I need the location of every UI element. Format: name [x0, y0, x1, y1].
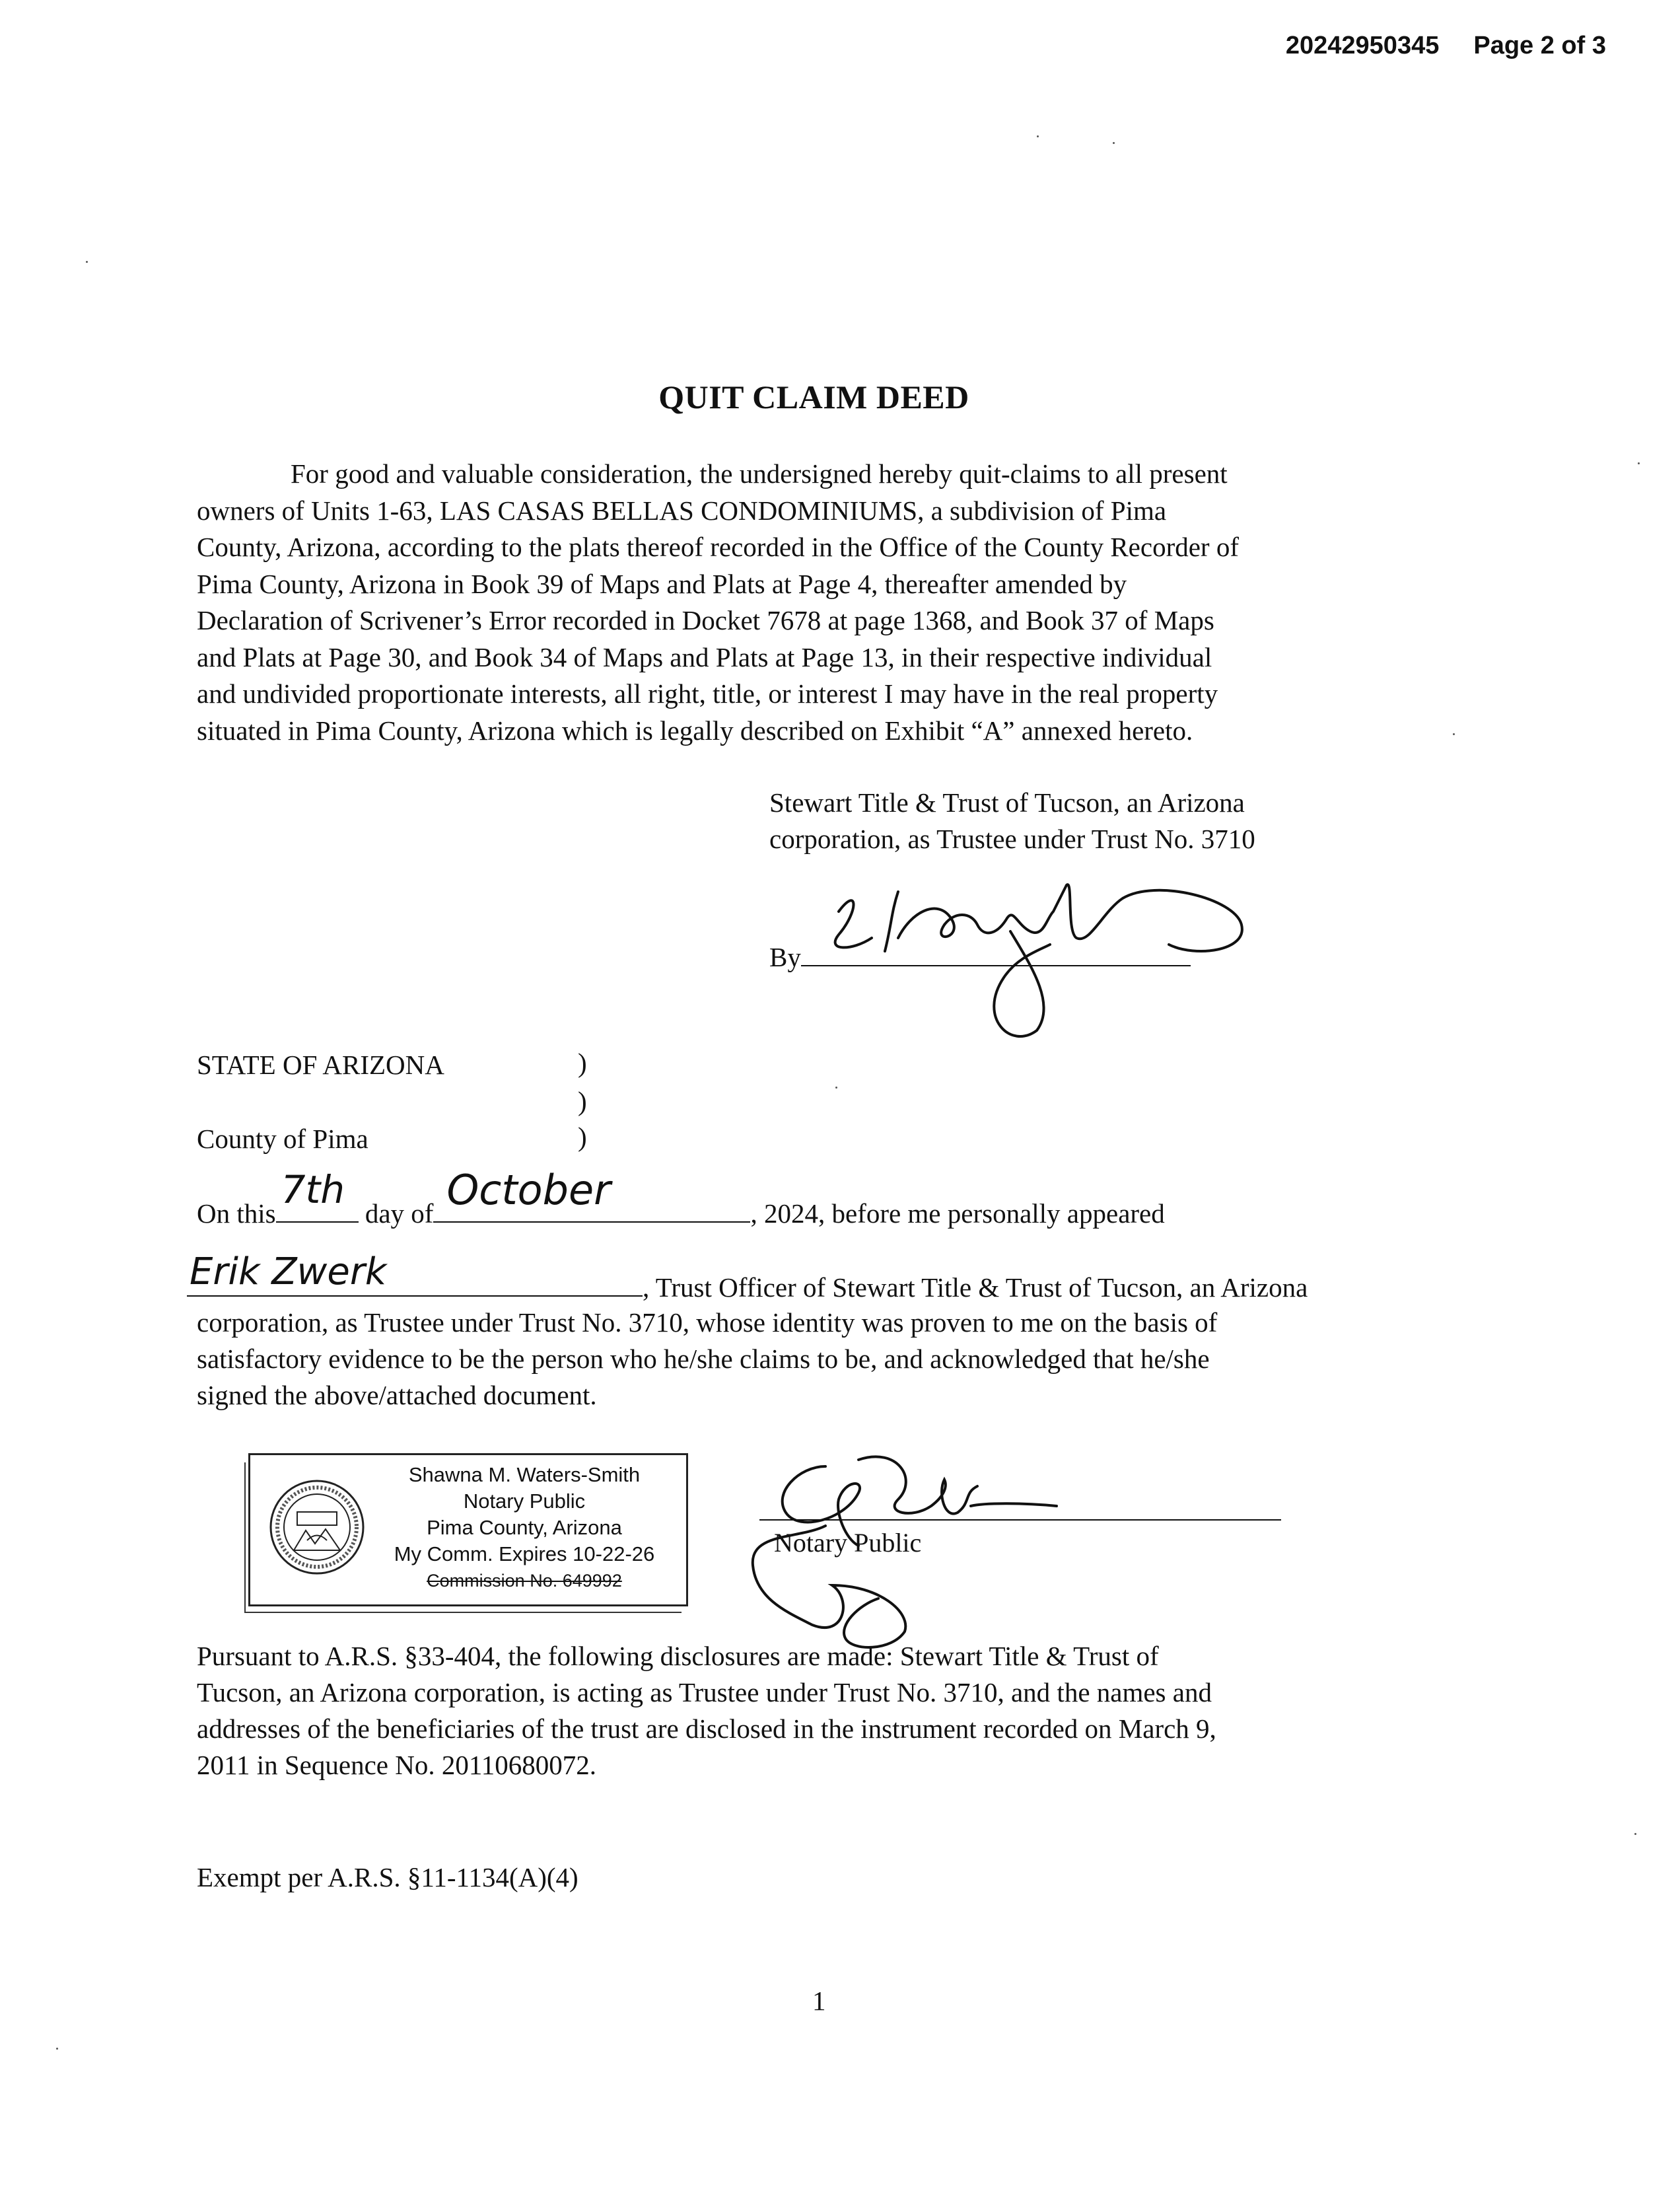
- day-value: 7th: [281, 1167, 345, 1212]
- scan-speck: [56, 2048, 58, 2050]
- body-line: owners of Units 1-63, LAS CASAS BELLAS CONDOMINIUMS, a subdivision of Pima: [197, 495, 1167, 526]
- document-title: QUIT CLAIM DEED: [658, 378, 969, 415]
- grantor-line: Stewart Title & Trust of Tucson, an Arizona: [769, 787, 1245, 818]
- page-number: 1: [812, 1986, 826, 2016]
- disclosure-paragraph: [197, 1638, 1216, 1783]
- on-this-label: On this: [197, 1198, 276, 1229]
- notary-expires: My Comm. Expires 10-22-26: [394, 1542, 655, 1565]
- notary-commission: Commission No. 649992: [427, 1571, 622, 1591]
- scan-speck: [1638, 462, 1640, 464]
- ack-line: corporation, as Trustee under Trust No. 3710, whose identity was proven to me on the basis of: [197, 1307, 1218, 1338]
- body-line: and undivided proportionate interests, all right, title, or interest I may have in the real property: [197, 678, 1218, 709]
- ack-line-2-rest: , Trust Officer of Stewart Title & Trust of Tucson, an Arizona: [643, 1272, 1308, 1303]
- by-label: By: [769, 942, 801, 972]
- ack-line-2: [187, 1250, 1308, 1306]
- body-line: For good and valuable consideration, the undersigned hereby quit-claims to all present: [291, 458, 1228, 489]
- disclosure-line: 2011 in Sequence No. 20110680072.: [197, 1750, 597, 1780]
- venue-paren: ): [578, 1086, 587, 1116]
- notary-label: Notary Public: [774, 1528, 922, 1558]
- notary-county: Pima County, Arizona: [427, 1516, 622, 1539]
- body-line: County, Arizona, according to the plats thereof recorded in the Office of the County Recorder of: [197, 532, 1239, 562]
- grantor-block: [769, 785, 1255, 857]
- disclosure-line: addresses of the beneficiaries of the trust are disclosed in the instrument recorded on March 9,: [197, 1713, 1216, 1744]
- disclosure-line: Tucson, an Arizona corporation, is acting as Trustee under Trust No. 3710, and the names and: [197, 1677, 1212, 1707]
- grant-paragraph: [197, 456, 1452, 749]
- day-of-label: day of: [365, 1198, 434, 1229]
- venue-state: STATE OF ARIZONA: [197, 1050, 444, 1080]
- state-seal-icon: [267, 1478, 367, 1577]
- notary-name: Shawna M. Waters-Smith: [408, 1463, 641, 1486]
- officer-blank: [187, 1250, 643, 1297]
- scan-speck: [1037, 135, 1039, 137]
- notary-stamp: [248, 1453, 688, 1606]
- venue-paren: ): [578, 1122, 587, 1152]
- recording-header: [1286, 32, 1606, 60]
- ack-line-1: [197, 1166, 1165, 1232]
- exemption-note: Exempt per A.R.S. §11-1134(A)(4): [197, 1862, 578, 1892]
- grantor-signature: [812, 872, 1275, 1070]
- grantor-line: corporation, as Trustee under Trust No. 3710: [769, 824, 1255, 854]
- month-blank: [433, 1166, 750, 1223]
- ack-line: satisfactory evidence to be the person who he/she claims to be, and acknowledged that he/she: [197, 1344, 1210, 1374]
- day-blank: [276, 1167, 359, 1223]
- venue-county: County of Pima: [197, 1124, 368, 1154]
- officer-name: Erik Zwerk: [190, 1250, 387, 1293]
- ack-paragraph: [197, 1305, 1217, 1414]
- page-label: Page 2 of 3: [1473, 32, 1606, 59]
- body-line: Pima County, Arizona in Book 39 of Maps and Plats at Page 4, thereafter amended by: [197, 568, 1127, 599]
- ack-line: signed the above/attached document.: [197, 1380, 597, 1410]
- body-line: and Plats at Page 30, and Book 34 of Maps and Plats at Page 13, in their respective individual: [197, 641, 1212, 672]
- recording-number: 20242950345: [1285, 32, 1440, 59]
- venue-paren: ): [578, 1048, 587, 1078]
- scan-speck: [1113, 142, 1115, 144]
- scan-speck: [1453, 733, 1455, 735]
- month-value: October: [446, 1166, 611, 1214]
- disclosure-line: Pursuant to A.R.S. §33-404, the following disclosures are made: Stewart Title & Trust of: [197, 1641, 1159, 1671]
- notary-signature: [746, 1440, 1208, 1658]
- scan-speck: [86, 261, 88, 263]
- body-line: situated in Pima County, Arizona which is legally described on Exhibit “A” annexed hereto.: [197, 715, 1193, 746]
- body-line: Declaration of Scrivener’s Error recorded in Docket 7678 at page 1368, and Book 37 of Maps: [197, 605, 1214, 635]
- scan-speck: [1634, 1833, 1636, 1835]
- notary-stamp-text: [369, 1462, 680, 1594]
- scan-speck: [835, 1087, 837, 1089]
- year-text: , 2024, before me personally appeared: [750, 1198, 1165, 1229]
- notary-title: Notary Public: [463, 1489, 586, 1513]
